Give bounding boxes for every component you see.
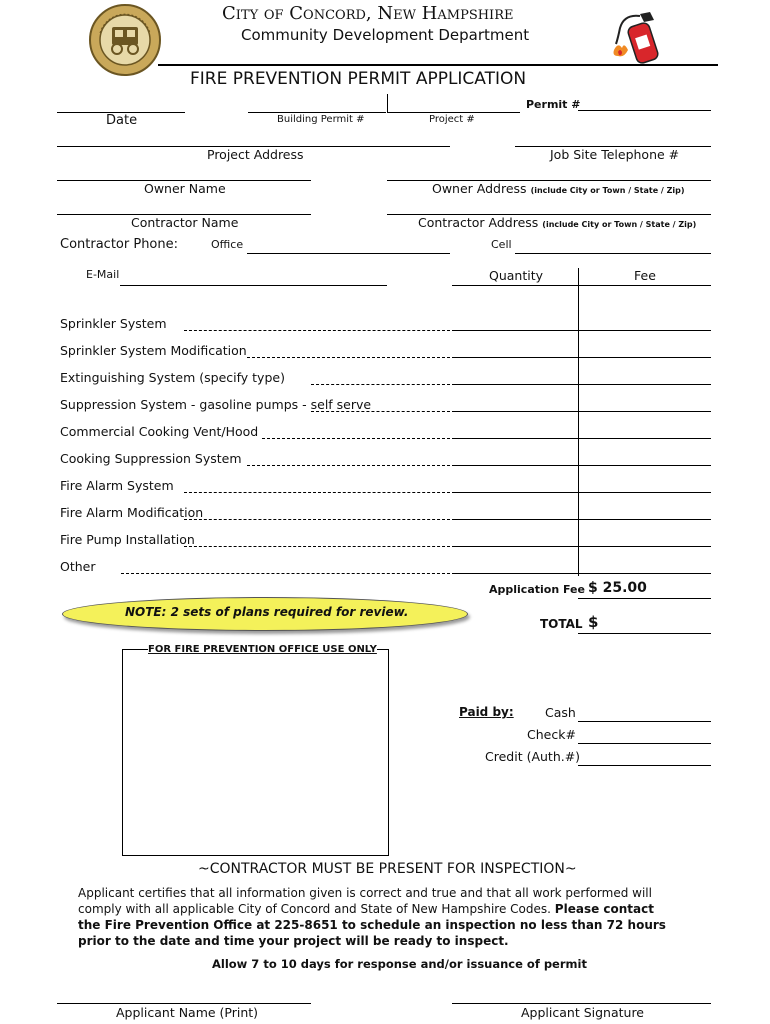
city-seal-icon [88, 3, 162, 77]
item-leader [184, 519, 450, 520]
credit-field[interactable] [578, 765, 711, 766]
check-label: Check# [527, 727, 576, 742]
contractor-address-label-text: Contractor Address [418, 215, 539, 230]
item-qty-field[interactable] [452, 330, 578, 331]
allow-days-note: Allow 7 to 10 days for response and/or issuance of permit [212, 957, 587, 971]
contractor-name-label: Contractor Name [131, 215, 239, 230]
applicant-name-field[interactable] [57, 1003, 311, 1004]
item-fee-field[interactable] [578, 492, 711, 493]
owner-name-label: Owner Name [144, 181, 226, 196]
item-suppression-system: Suppression System - gasoline pumps - self serve [60, 397, 372, 412]
table-column-divider [578, 268, 579, 576]
item-fee-field[interactable] [578, 357, 711, 358]
project-number-field[interactable] [388, 112, 520, 113]
application-fee-label: Application Fee [489, 583, 585, 596]
item-extinguishing-system: Extinguishing System (specify type) [60, 370, 285, 385]
office-label: Office [211, 238, 244, 251]
item-leader [311, 411, 450, 412]
item-qty-field[interactable] [452, 546, 578, 547]
inspection-notice: ~CONTRACTOR MUST BE PRESENT FOR INSPECTION~ [198, 861, 577, 877]
building-permit-field[interactable] [248, 112, 386, 113]
cell-phone-field[interactable] [515, 253, 711, 254]
applicant-signature-field[interactable] [452, 1003, 711, 1004]
permit-label: Permit # [526, 98, 581, 111]
divider [387, 94, 388, 113]
fee-header: Fee [634, 268, 656, 283]
office-use-box [122, 649, 389, 856]
application-fee-rule [578, 598, 711, 599]
form-title: FIRE PREVENTION PERMIT APPLICATION [190, 69, 527, 89]
project-address-label: Project Address [207, 147, 304, 162]
application-fee-value: $ 25.00 [588, 580, 647, 596]
cash-label: Cash [545, 705, 576, 720]
quantity-header: Quantity [489, 268, 544, 283]
cell-label: Cell [491, 238, 512, 251]
owner-address-label [432, 181, 685, 196]
fire-extinguisher-icon [610, 6, 666, 66]
city-title: City of Concord, New Hampshire [222, 3, 514, 24]
check-field[interactable] [578, 743, 711, 744]
owner-address-note: (include City or Town / State / Zip) [530, 186, 685, 195]
applicant-signature-label: Applicant Signature [521, 1005, 644, 1020]
item-fee-field[interactable] [578, 519, 711, 520]
item-qty-field[interactable] [452, 384, 578, 385]
contractor-address-note: (include City or Town / State / Zip) [542, 220, 697, 229]
table-header-rule [452, 285, 711, 286]
item-leader [247, 465, 450, 466]
item-fee-field[interactable] [578, 330, 711, 331]
project-number-label: Project # [429, 114, 475, 125]
item-leader [121, 573, 450, 574]
item-leader [247, 357, 450, 358]
header-rule [158, 64, 718, 66]
item-leader [184, 492, 450, 493]
item-qty-field[interactable] [452, 438, 578, 439]
contractor-address-label [418, 215, 696, 230]
date-label: Date [106, 113, 138, 128]
email-label: E-Mail [86, 268, 120, 281]
contractor-phone-label: Contractor Phone: [60, 237, 179, 252]
item-fire-pump-installation: Fire Pump Installation [60, 532, 195, 547]
office-use-title: FOR FIRE PREVENTION OFFICE USE ONLY [148, 644, 377, 655]
item-fee-field[interactable] [578, 573, 711, 574]
total-value: $ [588, 613, 599, 631]
certification-text-1: Applicant certifies that all information given is correct and true and that all work performed will comply with all applicable City of Concord and State of New Hampshire Codes. [78, 886, 652, 916]
item-fee-field[interactable] [578, 384, 711, 385]
item-leader [262, 438, 450, 439]
item-sprinkler-system: Sprinkler System [60, 316, 167, 331]
item-qty-field[interactable] [452, 411, 578, 412]
applicant-name-label: Applicant Name (Print) [116, 1005, 259, 1020]
office-phone-field[interactable] [247, 253, 450, 254]
email-field[interactable] [120, 285, 387, 286]
item-qty-field[interactable] [452, 357, 578, 358]
cash-field[interactable] [578, 721, 711, 722]
item-fee-field[interactable] [578, 411, 711, 412]
item-fee-field[interactable] [578, 465, 711, 466]
certification-text [78, 885, 678, 949]
credit-label: Credit (Auth.#) [485, 749, 581, 764]
note-text: NOTE: 2 sets of plans required for review. [125, 605, 409, 619]
job-site-phone-label: Job Site Telephone # [550, 147, 680, 162]
department-name: Community Development Department [241, 26, 530, 44]
total-label: TOTAL [540, 617, 583, 631]
item-fee-field[interactable] [578, 438, 711, 439]
item-leader [184, 330, 450, 331]
owner-address-label-text: Owner Address [432, 181, 527, 196]
item-qty-field[interactable] [452, 573, 578, 574]
building-permit-label: Building Permit # [277, 114, 365, 125]
paid-by-label: Paid by: [459, 705, 514, 719]
item-cooking-suppression: Cooking Suppression System [60, 451, 242, 466]
item-fire-alarm-modification: Fire Alarm Modification [60, 505, 204, 520]
item-qty-field[interactable] [452, 519, 578, 520]
item-fire-alarm-system: Fire Alarm System [60, 478, 174, 493]
item-sprinkler-modification: Sprinkler System Modification [60, 343, 247, 358]
item-other: Other [60, 559, 96, 574]
item-leader [184, 546, 450, 547]
certification-text-2: Please contact the Fire Prevention Office at 225-8651 to schedule an inspection no less than 72 hours prior to the date and time your project will be ready to inspect. [78, 902, 666, 948]
item-cooking-vent-hood: Commercial Cooking Vent/Hood [60, 424, 259, 439]
permit-number-field[interactable] [578, 110, 711, 111]
item-leader [311, 384, 450, 385]
total-field[interactable] [578, 633, 711, 634]
item-qty-field[interactable] [452, 492, 578, 493]
item-fee-field[interactable] [578, 546, 711, 547]
item-qty-field[interactable] [452, 465, 578, 466]
